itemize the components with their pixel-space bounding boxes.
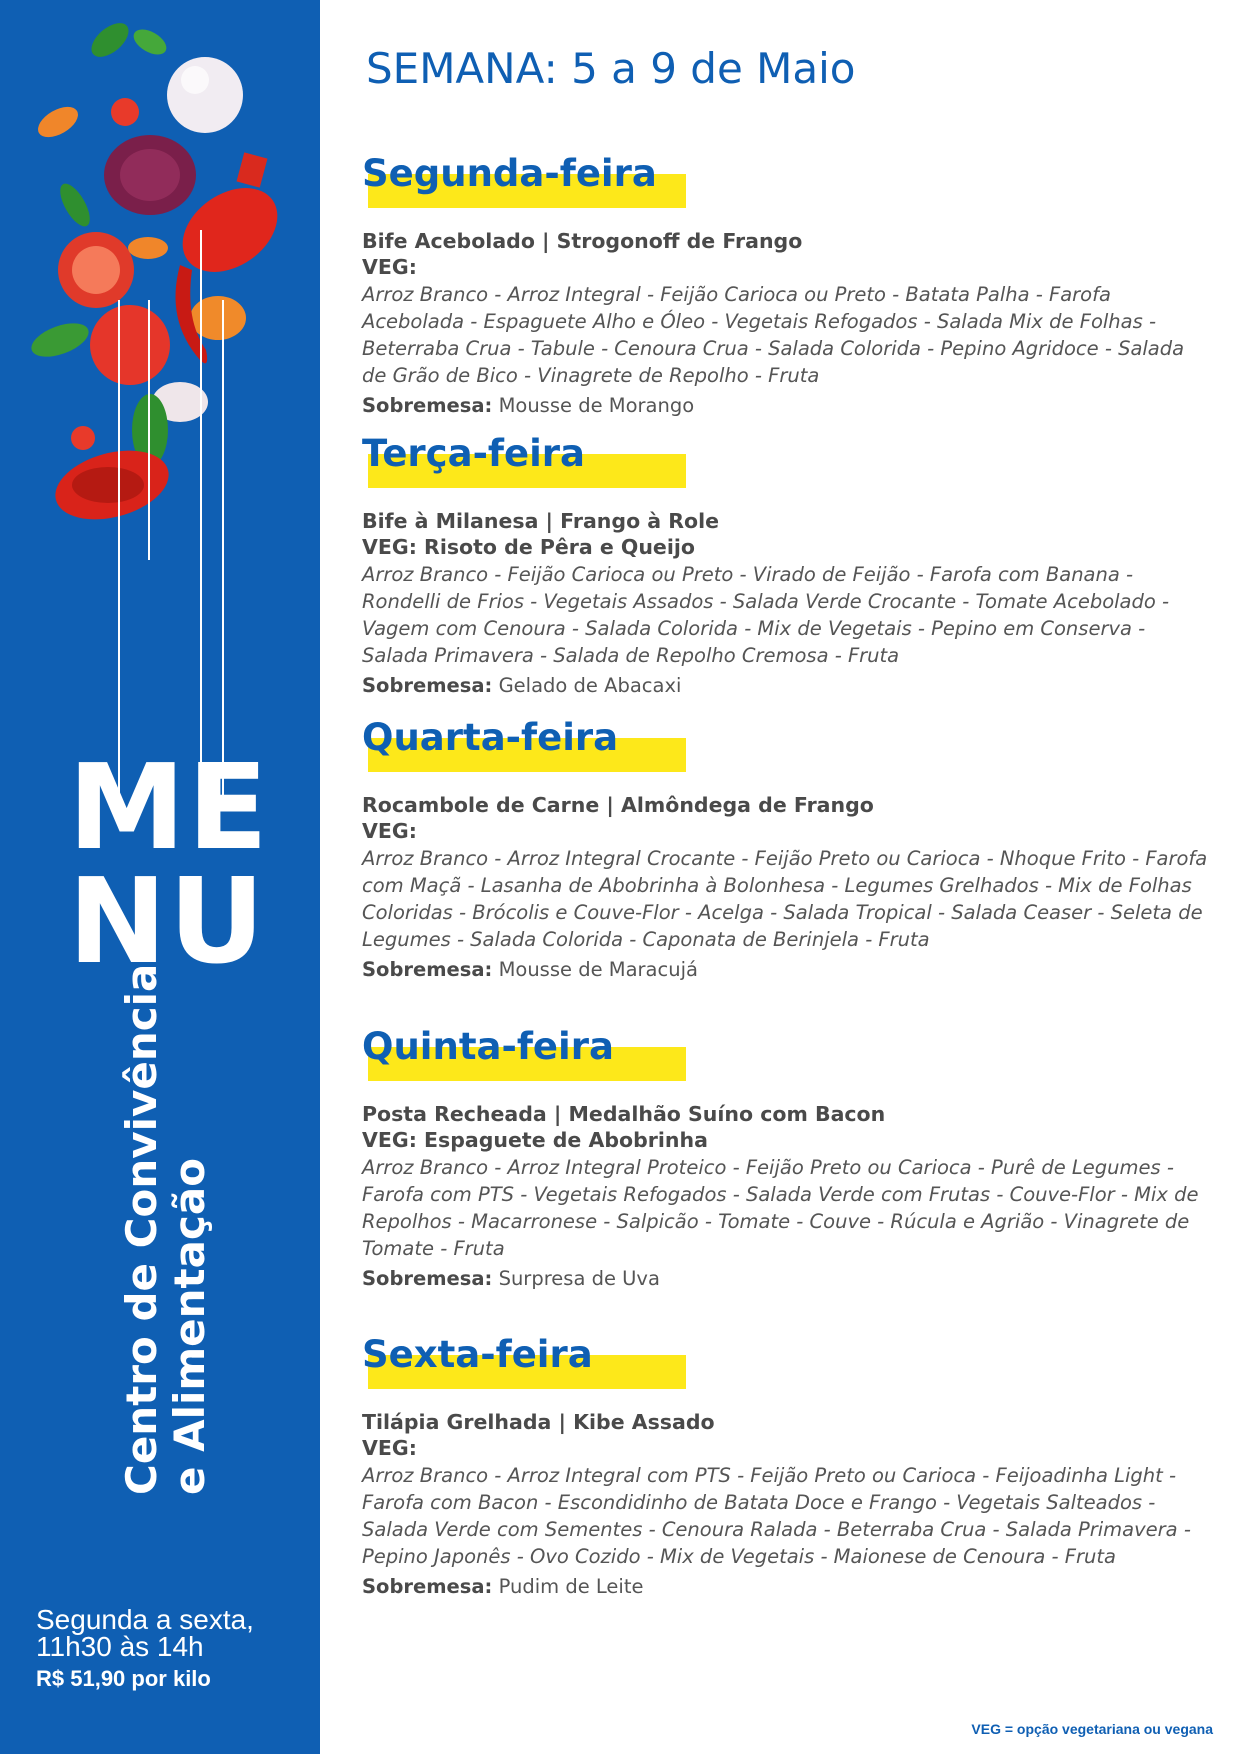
dessert-label: Sobremesa: (362, 1575, 493, 1598)
dessert-value: Mousse de Morango (498, 394, 695, 417)
main-dishes: Bife Acebolado | Strogonoff de Frango (362, 229, 803, 253)
side-dishes: Arroz Branco - Feijão Carioca ou Preto - Virado de Feijão - Farofa com Banana - Rondelli de Frios - Vegetais Assados - Salada Verde Crocante - Tomate Acebolado - Vagem com Cenoura - Salada Colorida - Mix de Vegetais - Pepino em Conserva - Salada Primavera - Salada de Repolho Cremosa - Fruta (362, 563, 1170, 667)
main-dishes: Tilápia Grelhada | Kibe Assado (362, 1410, 715, 1434)
dessert (362, 1573, 1222, 1601)
day-section-friday (362, 1333, 1222, 1601)
dessert (362, 392, 1222, 420)
day-name: Sexta-feira (362, 1333, 593, 1376)
center-title-line2: e Alimentação (165, 1157, 214, 1495)
day-section-thursday (362, 1025, 1222, 1293)
tomato-slice (111, 98, 139, 126)
veg-option: VEG: (362, 255, 417, 279)
main-dishes: Bife à Milanesa | Frango à Role (362, 509, 720, 533)
dessert-value: Mousse de Maracujá (498, 958, 698, 981)
hanging-string (118, 300, 120, 805)
basil-leaf (54, 179, 95, 231)
garlic (167, 57, 243, 133)
dessert-label: Sobremesa: (362, 958, 493, 981)
day-name: Quarta-feira (362, 716, 619, 759)
opening-hours (36, 1606, 254, 1696)
side-dishes: Arroz Branco - Arroz Integral Proteico - Feijão Preto ou Carioca - Purê de Legumes - Farofa com PTS - Vegetais Refogados - Salada Verde com Frutas - Couve-Flor - Mix de Repolhos - Macarronese - Salpicão - Tomate - Couve - Rúcula e Agrião - Vinagrete de Tomate - Fruta (362, 1156, 1199, 1260)
hours-days: Segunda a sexta, (36, 1604, 254, 1635)
price: R$ 51,90 por kilo (36, 1666, 211, 1691)
day-heading (362, 152, 1222, 208)
hours-time: 11h30 às 14h (36, 1631, 204, 1662)
day-name: Terça-feira (362, 432, 586, 475)
day-name: Segunda-feira (362, 152, 657, 195)
veg-option: VEG: Risoto de Pêra e Queijo (362, 535, 695, 559)
day-heading (362, 1333, 1222, 1389)
side-dishes: Arroz Branco - Arroz Integral - Feijão Carioca ou Preto - Batata Palha - Farofa Acebolada - Espaguete Alho e Óleo - Vegetais Refogados - Salada Mix de Folhas - Beterraba Crua - Tabule - Cenoura Crua - Salada Colorida - Pepino Agridoce - Salada de Grão de Bico - Vinagrete de Repolho - Fruta (362, 283, 1185, 387)
basil-leaf (129, 24, 170, 59)
vegetables-illustration (0, 0, 320, 600)
dessert-value: Gelado de Abacaxi (498, 674, 682, 697)
dessert-label: Sobremesa: (362, 394, 493, 417)
carrot-slice (128, 237, 168, 259)
dessert (362, 956, 1222, 984)
cherry-tomato (90, 305, 170, 385)
day-section-wednesday (362, 716, 1222, 984)
dessert-value: Surpresa de Uva (498, 1267, 660, 1290)
day-heading (362, 716, 1222, 772)
week-title: SEMANA: 5 a 9 de Maio (366, 44, 856, 93)
center-title-line1: Centro de Convivência (117, 963, 166, 1495)
dessert (362, 672, 1222, 700)
side-dishes: Arroz Branco - Arroz Integral Crocante - Feijão Preto ou Carioca - Nhoque Frito - Farofa com Maçã - Lasanha de Abobrinha à Bolonhesa - Legumes Grelhados - Mix de Folhas Coloridas - Brócolis e Couve-Flor - Acelga - Salada Tropical - Salada Ceaser - Seleta de Legumes - Salada Colorida - Caponata de Berinjela - Fruta (362, 847, 1208, 951)
hanging-string (200, 230, 202, 805)
dessert-label: Sobremesa: (362, 1267, 493, 1290)
main-dishes: Rocambole de Carne | Almôndega de Frango (362, 793, 874, 817)
veg-option: VEG: Espaguete de Abobrinha (362, 1128, 708, 1152)
day-heading (362, 432, 1222, 488)
center-title (118, 964, 214, 1495)
side-dishes: Arroz Branco - Arroz Integral com PTS - Feijão Preto ou Carioca - Feijoadinha Light - Farofa com Bacon - Escondidinho de Batata Doce e Frango - Vegetais Salteados - Salada Verde com Sementes - Cenoura Ralada - Beterraba Crua - Salada Primavera - Pepino Japonês - Ovo Cozido - Mix de Vegetais - Maionese de Cenoura - Fruta (362, 1464, 1191, 1568)
pepper-slice (237, 152, 268, 187)
dessert (362, 1265, 1222, 1293)
tomato-slice (71, 426, 95, 450)
carrot-slice (190, 296, 246, 340)
carrot-slice (33, 101, 83, 144)
menu-word-line1: ME (68, 738, 271, 876)
dessert-label: Sobremesa: (362, 674, 493, 697)
day-heading (362, 1025, 1222, 1081)
day-section-monday (362, 152, 1222, 420)
day-name: Quinta-feira (362, 1025, 614, 1068)
menu-word-line2: NU (68, 852, 267, 990)
sidebar (0, 0, 320, 1754)
veg-option: VEG: (362, 1436, 417, 1460)
veg-footnote: VEG = opção vegetariana ou vegana (971, 1721, 1213, 1737)
veg-option: VEG: (362, 819, 417, 843)
basil-leaf (27, 317, 93, 364)
dessert-value: Pudim de Leite (498, 1575, 644, 1598)
basil-leaf (85, 17, 134, 64)
main-dishes: Posta Recheada | Medalhão Suíno com Bacon (362, 1102, 886, 1126)
hanging-string (222, 300, 224, 805)
hanging-string (148, 300, 150, 560)
day-section-tuesday (362, 432, 1222, 700)
